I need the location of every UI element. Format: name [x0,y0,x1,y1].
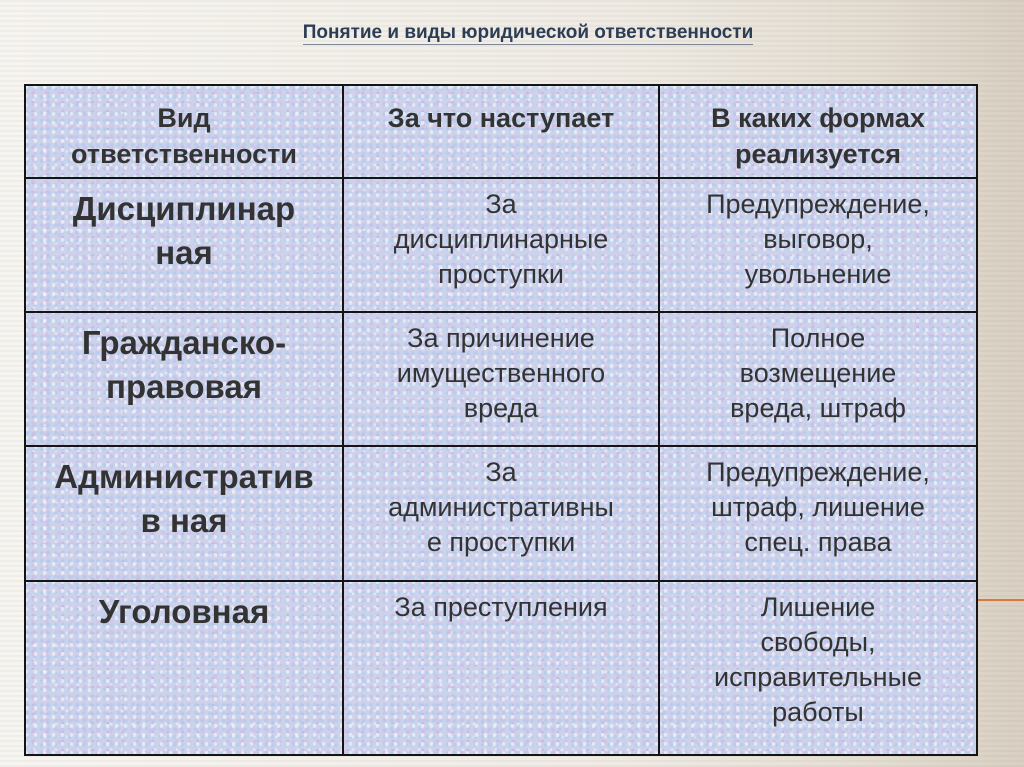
table-row [25,446,977,581]
slide-title [0,22,1024,45]
cell-forms: Лишение свободы, исправительные работы [659,581,977,755]
table-row [25,178,977,312]
header-cell-kind: Вид ответственности [25,85,343,178]
cell-forms: Предупреждение, выговор, увольнение [659,178,977,312]
cell-kind: Административ в ная [25,446,343,581]
cell-basis: За административны е проступки [343,446,659,581]
responsibility-table [24,84,978,756]
cell-kind: Гражданско- правовая [25,312,343,446]
cell-forms: Полное возмещение вреда, штраф [659,312,977,446]
slide-title-text: Понятие и виды юридической ответственности [302,22,754,43]
table-row [25,581,977,755]
table-row [25,312,977,446]
header-cell-forms: В каких формах реализуется [659,85,977,178]
cell-basis: За преступления [343,581,659,755]
table-header-row [25,85,977,178]
cell-kind: Дисциплинар ная [25,178,343,312]
decorative-accent-line [976,599,1024,601]
cell-basis: За причинение имущественного вреда [343,312,659,446]
cell-kind: Уголовная [25,581,343,755]
header-cell-basis: За что наступает [343,85,659,178]
cell-forms: Предупреждение, штраф, лишение спец. права [659,446,977,581]
cell-basis: За дисциплинарные проступки [343,178,659,312]
